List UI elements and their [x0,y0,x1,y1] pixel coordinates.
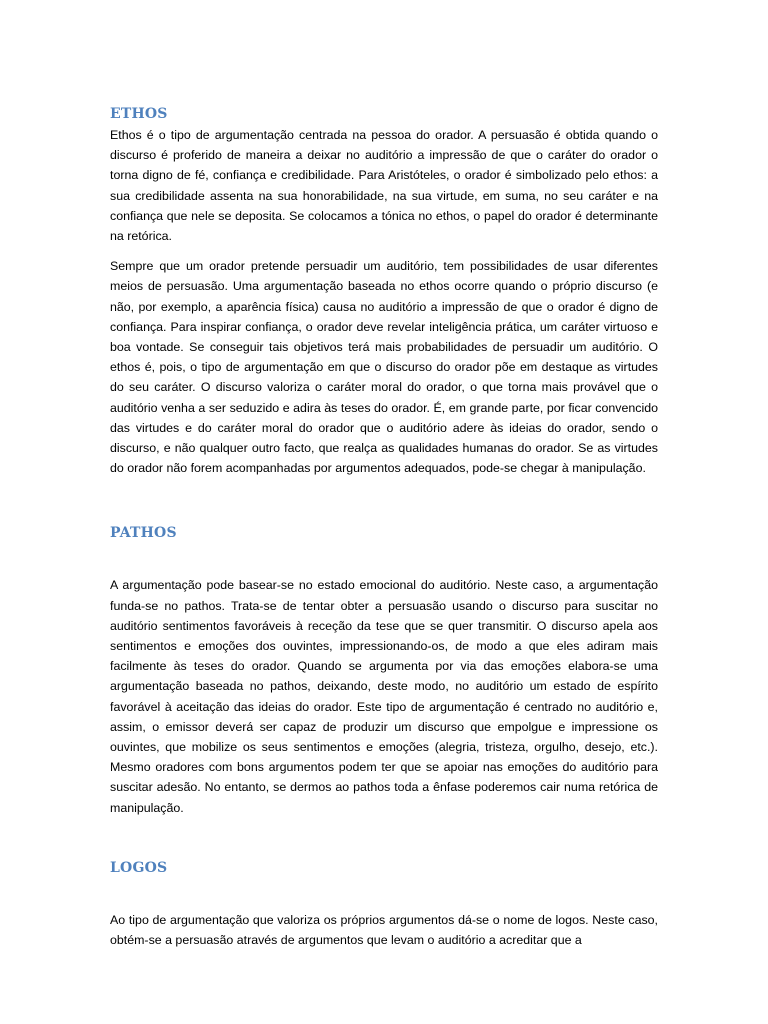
document-page [110,103,658,950]
logos-paragraph-1: Ao tipo de argumentação que valoriza os próprios argumentos dá-se o nome de logos. Neste caso, obtém-se a persuasão através de argumentos que levam o auditório a acreditar que a [110,912,658,948]
section-heading-logos: LOGOS [110,859,168,876]
ethos-paragraph-2: Sempre que um orador pretende persuadir um auditório, tem possibilidades de usar diferentes meios de persuasão. Uma argumentação baseada no ethos ocorre quando o próprio discurso (e não, por exemplo, a aparência física) causa no auditório a impressão de que o orador é digno de confiança. Para inspirar confiança, o orador deve revelar inteligência prática, um caráter virtuoso e boa vontade. Se conseguir tais objetivos terá mais probabilidades de persuadir um auditório. O ethos é, pois, o tipo de argumentação em que o discurso do orador põe em destaque as virtudes do seu caráter. O discurso valoriza o caráter moral do orador, o que torna mais provável que o auditório venha a ser seduzido e adira às teses do orador. É, em grande parte, por ficar convencido das virtudes e do caráter moral do orador que o auditório adere às ideias do orador, sendo o discurso, e não qualquer outro facto, que realça as qualidades humanas do orador. Se as virtudes do orador não forem acompanhadas por argumentos adequados, pode-se chegar à manipulação. [110,259,658,476]
ethos-paragraph-1: Ethos é o tipo de argumentação centrada na pessoa do orador. A persuasão é obtida quando o discurso é proferido de maneira a deixar no auditório a impressão de que o caráter do orador o torna digno de fé, confiança e credibilidade. Para Aristóteles, o orador é simbolizado pelo ethos: a sua credibilidade assenta na sua honorabilidade, na sua virtude, em suma, no seu caráter e na confiança que nele se deposita. Se colocamos a tónica no ethos, o papel do orador é determinante na retórica. [110,128,658,244]
section-heading-pathos: PATHOS [110,525,177,542]
section-heading-ethos: ETHOS [110,106,168,122]
pathos-paragraph-1: A argumentação pode basear-se no estado emocional do auditório. Neste caso, a argumentação funda-se no pathos. Trata-se de tentar obter a persuasão usando o discurso para suscitar no auditório sentimentos favoráveis à receção da tese que se quer transmitir. O discurso apela aos sentimentos e emoções dos ouvintes, impressionando-os, de modo a que eles adiram mais facilmente às teses do orador. Quando se argumenta por via das emoções elabora-se uma argumentação baseada no pathos, deixando, deste modo, no auditório um estado de espírito favorável à aceitação das ideias do orador. Este tipo de argumentação é centrado no auditório e, assim, o emissor deverá ser capaz de produzir um discurso que empolgue e impressione os ouvintes, que mobilize os seus sentimentos e emoções (alegria, tristeza, orgulho, desejo, etc.). Mesmo oradores com bons argumentos podem ter que se apoiar nas emoções do auditório para suscitar adesão. No entanto, se dermos ao pathos toda a ênfase poderemos cair numa retórica de manipulação. [110,578,658,815]
